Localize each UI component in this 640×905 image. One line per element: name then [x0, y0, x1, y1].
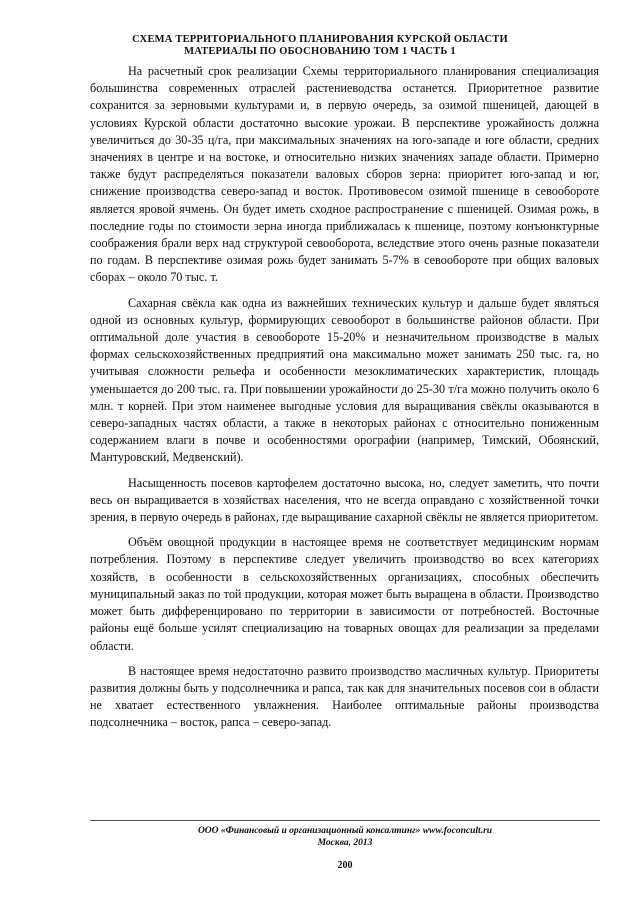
- page-number: 200: [337, 860, 353, 871]
- paragraph: Объём овощной продукции в настоящее время не соответствует медицинским нормам потребления. Поэтому в перспективе следует увеличить производство во всех категориях хозяйств, в особенности в сельскохозяйственных организациях, способных обеспечить муниципальный заказ по той продукции, которая может быть выращена в области. Производство может быть дифференцировано по территории в зависимости от потребностей. Восточные районы ещё больше усилят специализацию на товарных овощах для реализации за пределами области.: [90, 535, 599, 653]
- page-header: [90, 34, 550, 58]
- page-footer: [90, 825, 600, 849]
- header-subtitle: МАТЕРИАЛЫ ПО ОБОСНОВАНИЮ ТОМ 1 ЧАСТЬ 1: [184, 46, 456, 57]
- footer-company: ООО «Финансовый и организационный консалтинг» www.foconcult.ru: [197, 826, 493, 836]
- body-text: [90, 63, 599, 740]
- paragraph: Насыщенность посевов картофелем достаточно высока, но, следует заметить, что почти весь он выращивается в хозяйствах населения, что не всегда оправдано с хозяйственной точки зрения, в первую очередь в районах, где выращивание сахарной свёклы не является приоритетом.: [90, 475, 599, 525]
- header-title: СХЕМА ТЕРРИТОРИАЛЬНОГО ПЛАНИРОВАНИЯ КУРСКОЙ ОБЛАСТИ: [132, 34, 508, 45]
- paragraph: В настоящее время недостаточно развито производство масличных культур. Приоритеты развития должны быть у подсолнечника и рапса, так как для значительных посевов сои в области не хватает естественного увлажнения. Наиболее оптимальные районы производства подсолнечника – восток, рапса – северо-запад.: [90, 663, 599, 730]
- footer-city-year: Москва, 2013: [317, 838, 373, 848]
- paragraph: Сахарная свёкла как одна из важнейших технических культур и дальше будет являться одной из основных культур, формирующих севооборот в большинстве районов области. При оптимальной доле участия в севообороте 15-20% и незначительном производстве в малых формах сельскохозяйственных предприятий она максимально может занимать 250 тыс. га, но учитывая сложности рельефа и особенности мезоклиматических характеристик, площадь уменьшается до 200 тыс. га. При повышении урожайности до 25-30 т/га можно получить около 6 млн. т корней. При этом наименее выгодные условия для выращивания свёклы оказываются в северо-западных частях области, а также в некоторых районах с относительно пониженным содержанием влаги в почве и особенностями орографии (например, Тимский, Обоянский, Мантуровский, Медвенский).: [90, 295, 599, 465]
- paragraph: На расчетный срок реализации Схемы территориального планирования специализация большинства современных отраслей растениеводства останется. Приоритетное развитие сохранится за зерновыми культурами и, в первую очередь, за озимой пшеницей, дающей в условиях Курской области достаточно высокие урожаи. В перспективе урожайность должна увеличиться до 30-35 ц/га, при максимальных значениях на юго-западе и юге области, средних значениях в центре и на востоке, и относительно низких значениях западе области. Примерно также будут распределяться показатели валовых сборов зерна: приоритет юго-запад и юг, снижение производства северо-запад и восток. Противовесом озимой пшенице в севообороте является яровой ячмень. Он будет иметь сходное распространение с пшеницей. Озимая рожь, в последние годы по стоимости зерна иногда приближалась к пшенице, поэтому конъюнктурные соображения брали верх над структурой севооборота, вследствие этого очень разные показатели по годам. В перспективе озимая рожь будет занимать 5-7% в севообороте при общих валовых сборах – около 70 тыс. т.: [90, 64, 599, 285]
- footer-divider: [90, 820, 600, 821]
